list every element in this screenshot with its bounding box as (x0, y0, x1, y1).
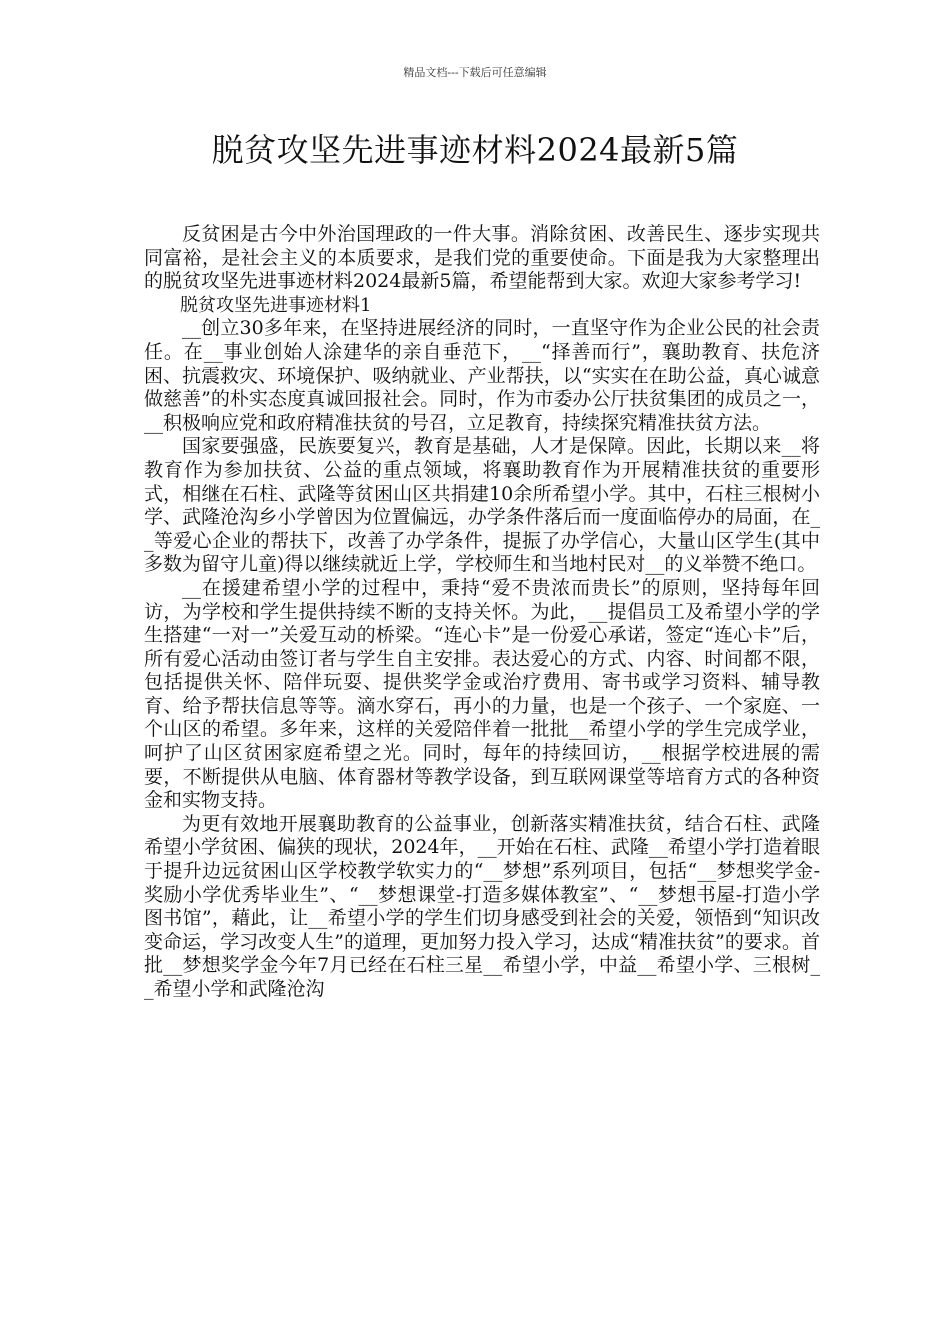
body-paragraph: __创立30多年来，在坚持进展经济的同时，一直坚守作为企业公民的社会责任。在__事业创始人涂建华的亲自垂范下，__“择善而行”，襄助教育、扶危济困、抗震救灾、环境保护、吸纳就业、产业帮扶，以“实实在在助公益，真心诚意做慈善”的朴实态度真诚回报社会。同时，作为市委办公厅扶贫集团的成员之一，__积极响应党和政府精准扶贫的号召，立足教育，持续探究精准扶贫方法。 (144, 317, 820, 434)
body-paragraph: __在援建希望小学的过程中，秉持“爱不贵浓而贵长”的原则，坚持每年回访，为学校和学生提供持续不断的支持关怀。为此，__提倡员工及希望小学的学生搭建“一对一”关爱互动的桥梁。“连心卡”是一份爱心承诺，签定“连心卡”后，所有爱心活动由签订者与学生自主安排。表达爱心的方式、内容、时间都不限，包括提供关怀、陪伴玩耍、提供奖学金或治疗费用、寄书或学习资料、辅导教育、给予帮扶信息等等。滴水穿石，再小的力量，也是一个孩子、一个家庭、一个山区的希望。多年来，这样的关爱陪伴着一批批__希望小学的学生完成学业，呵护了山区贫困家庭希望之光。同时，每年的持续回访，__根据学校进展的需要，不断提供从电脑、体育器材等教学设备，到互联网课堂等培育方式的各种资金和实物支持。 (144, 576, 820, 812)
document-body (144, 223, 820, 1002)
section-heading: 脱贫攻坚先进事迹材料1 (180, 294, 372, 316)
header-note: 精品文档---下载后可任意编辑 (403, 66, 547, 79)
document-title: 脱贫攻坚先进事迹材料2024最新5篇 (211, 131, 739, 169)
body-paragraph: 国家要强盛，民族要复兴，教育是基础，人才是保障。因此，长期以来__将教育作为参加扶贫、公益的重点领域，将襄助教育作为开展精准扶贫的重要形式，相继在石柱、武隆等贫困山区共捐建10余所希望小学。其中，石柱三根树小学、武隆沧沟乡小学曾因为位置偏远，办学条件落后而一度面临停办的局面，在__等爱心企业的帮扶下，改善了办学条件，提振了办学信心，大量山区学生(其中多数为留守儿童)得以继续就近上学，学校师生和当地村民对__的义举赞不绝口。 (144, 435, 820, 576)
intro-paragraph: 反贫困是古今中外治国理政的一件大事。消除贫困、改善民生、逐步实现共同富裕，是社会主义的本质要求，是我们党的重要使命。下面是我为大家整理出的脱贫攻坚先进事迹材料2024最新5篇，希望能帮到大家。欢迎大家参考学习! (144, 223, 820, 293)
body-paragraph: 为更有效地开展襄助教育的公益事业，创新落实精准扶贫，结合石柱、武隆希望小学贫困、偏狭的现状，2024年，__开始在石柱、武隆__希望小学打造着眼于提升边远贫困山区学校教学软实力的“__梦想”系列项目，包括“__梦想奖学金-奖励小学优秀毕业生”、“__梦想课堂-打造多媒体教室”、“__梦想书屋-打造小学图书馆”，藉此，让__希望小学的学生们切身感受到社会的关爱，领悟到“知识改变命运，学习改变人生”的道理，更加努力投入学习，达成“精准扶贫”的要求。首批__梦想奖学金今年7月已经在石柱三星__希望小学，中益__希望小学、三根树__希望小学和武隆沧沟 (144, 812, 820, 1000)
